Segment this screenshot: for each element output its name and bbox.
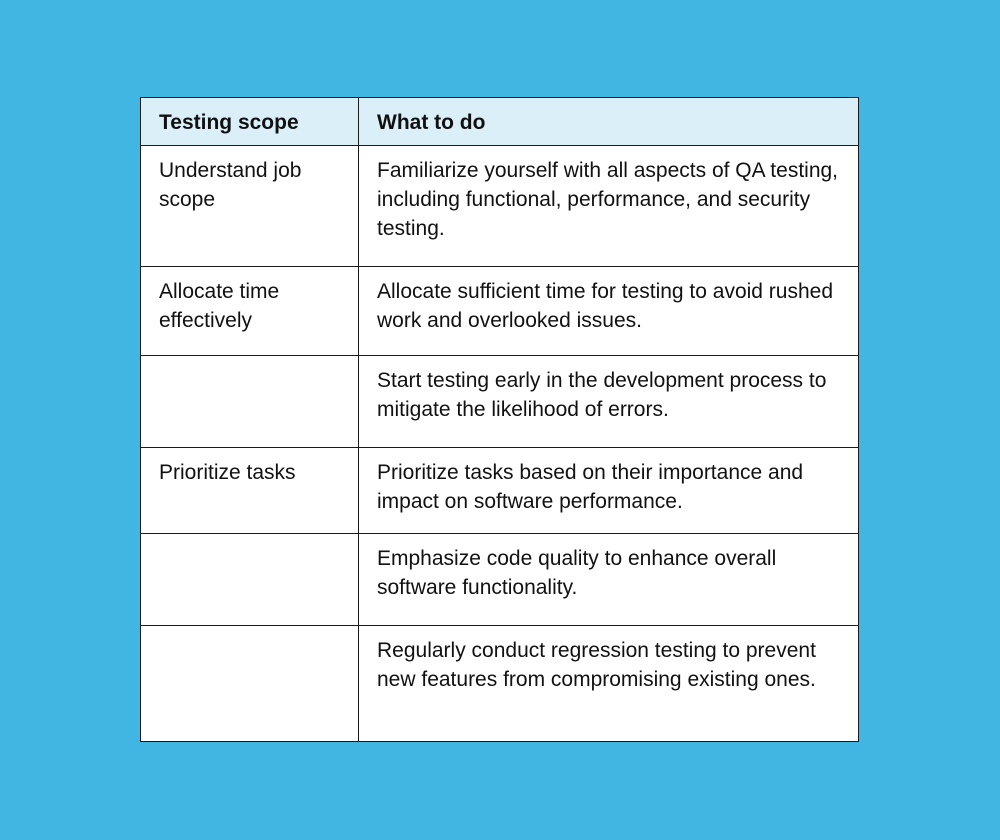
todo-cell: Prioritize tasks based on their importance and impact on software performance. [359, 448, 859, 534]
table-row [141, 448, 859, 534]
scope-cell [141, 356, 359, 448]
scope-cell: Understand job scope [141, 146, 359, 267]
todo-cell: Familiarize yourself with all aspects of QA testing, including functional, performance, and security testing. [359, 146, 859, 267]
header-testing-scope: Testing scope [141, 98, 359, 146]
scope-cell: Prioritize tasks [141, 448, 359, 534]
qa-testing-table-container [140, 97, 858, 742]
header-what-to-do: What to do [359, 98, 859, 146]
scope-cell [141, 626, 359, 742]
table-row [141, 356, 859, 448]
table-row [141, 267, 859, 356]
scope-cell [141, 534, 359, 626]
table-row [141, 626, 859, 742]
qa-testing-table [140, 97, 859, 742]
todo-cell: Emphasize code quality to enhance overall software functionality. [359, 534, 859, 626]
table-row [141, 146, 859, 267]
table-header-row [141, 98, 859, 146]
scope-cell: Allocate time effectively [141, 267, 359, 356]
todo-cell: Allocate sufficient time for testing to avoid rushed work and overlooked issues. [359, 267, 859, 356]
todo-cell: Regularly conduct regression testing to prevent new features from compromising existing ones. [359, 626, 859, 742]
table-row [141, 534, 859, 626]
todo-cell: Start testing early in the development process to mitigate the likelihood of errors. [359, 356, 859, 448]
